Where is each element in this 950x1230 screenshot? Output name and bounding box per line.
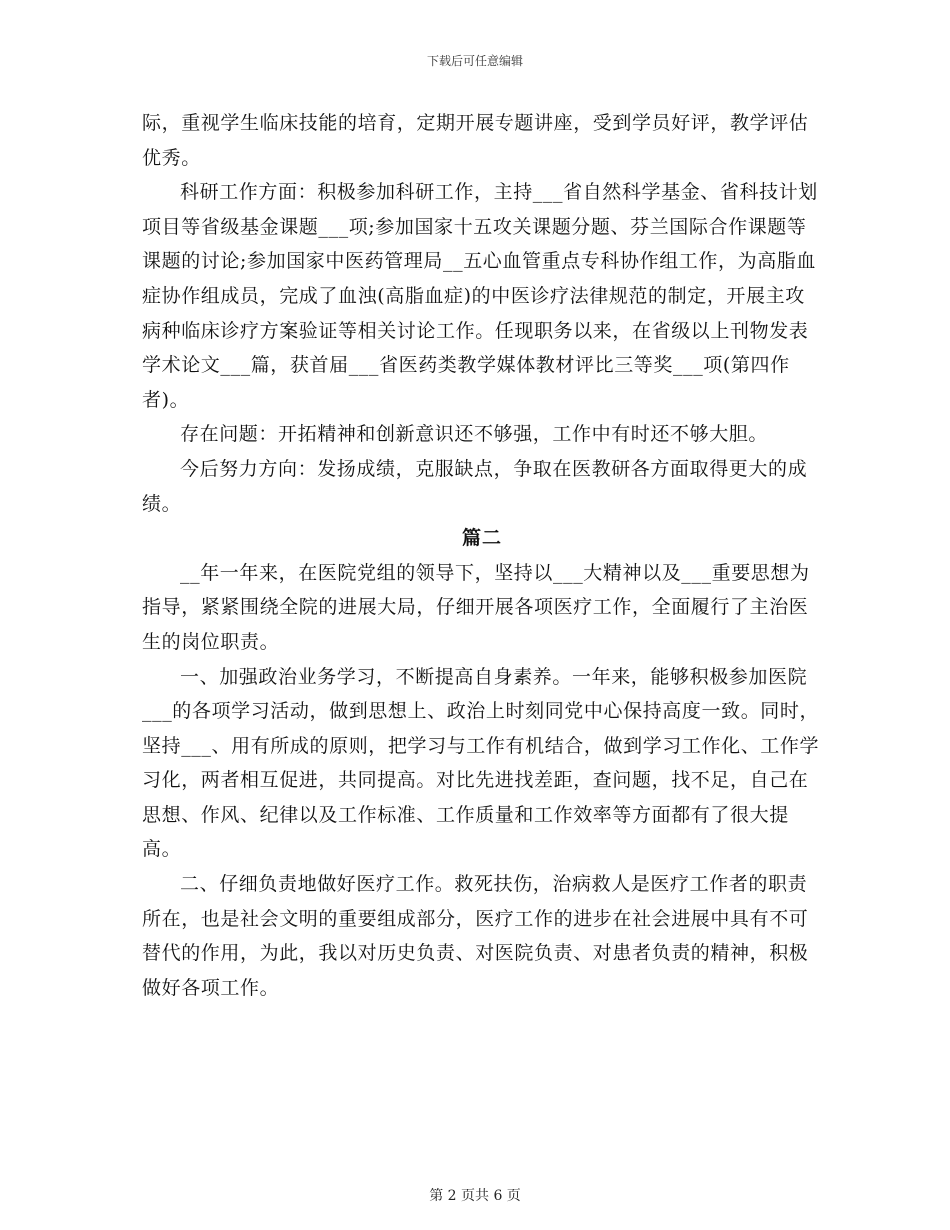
document-body xyxy=(142,106,822,1005)
page-header: 下载后可任意编辑 xyxy=(426,54,523,68)
paragraph-direction: 今后努力方向：发扬成绩，克服缺点，争取在医教研各方面取得更大的成绩。 xyxy=(142,457,808,515)
paragraph-medical-work: 二、仔细负责地做好医疗工作。救死扶伤，治病救人是医疗工作者的职责所在，也是社会文明的重要组成部分，医疗工作的进步在社会进展中具有不可替代的作用，为此，我以对历史负责、对医院负责、对患者负责的精神，积极做好各项工作。 xyxy=(142,873,809,999)
paragraph-problems: 存在问题：开拓精神和创新意识还不够强，工作中有时还不够大胆。 xyxy=(180,423,769,446)
section-title: 篇二 xyxy=(461,527,502,550)
paragraph-intro: __年一年来，在医院党组的领导下，坚持以___大精神以及___重要思想为指导，紧紧围绕全院的进展大局，仔细开展各项医疗工作，全面履行了主治医生的岗位职责。 xyxy=(142,561,810,653)
paragraph-research: 科研工作方面：积极参加科研工作，主持___省自然科学基金、省科技计划项目等省级基金课题___项;参加国家十五攻关课题分题、芬兰国际合作课题等课题的讨论;参加国家中医药管理局__五心血管重点专科协作组工作，为高脂血症协作组成员，完成了血浊(高脂血症)的中医诊疗法律规范的制定，开展主攻病种临床诊疗方案验证等相关讨论工作。任现职务以来，在省级以上刊物发表学术论文___篇，获首届___省医药类教学媒体教材评比三等奖___项(第四作者)。 xyxy=(142,181,818,411)
paragraph-study: 一、加强政治业务学习，不断提高自身素养。一年来，能够积极参加医院___的各项学习活动，做到思想上、政治上时刻同党中心保持高度一致。同时，坚持___、用有所成的原则，把学习与工作有机结合，做到学习工作化、工作学习化，两者相互促进，共同提高。对比先进找差距，查问题，找不足，自己在思想、作风、纪律以及工作标准、工作质量和工作效率等方面都有了很大提高。 xyxy=(142,665,820,861)
page-footer: 第 2 页共 6 页 xyxy=(429,1188,521,1204)
paragraph-continuation: 际，重视学生临床技能的培育，定期开展专题讲座，受到学员好评，教学评估优秀。 xyxy=(142,112,809,169)
